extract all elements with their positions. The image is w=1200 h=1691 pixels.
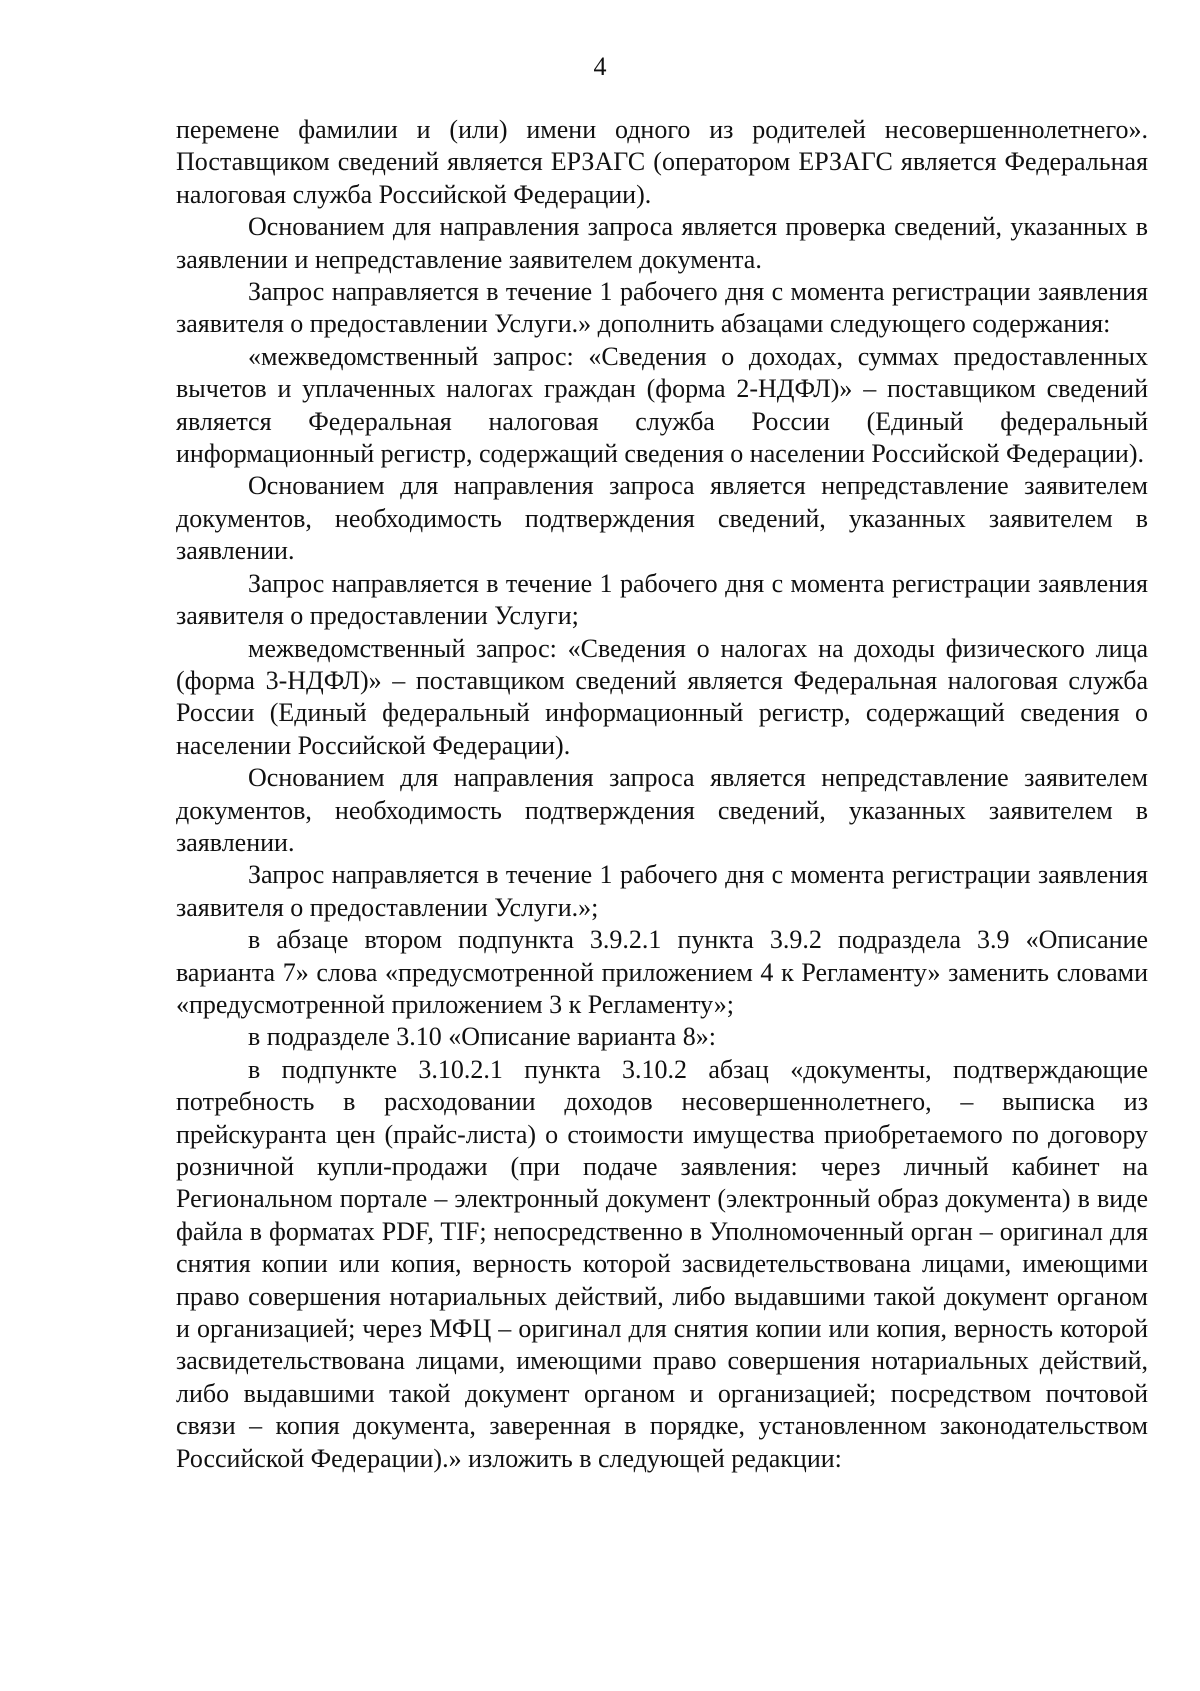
- paragraph-6: Запрос направляется в течение 1 рабочего дня с момента регистрации заявления заявителя о предоставлении Услуги;: [176, 568, 1148, 631]
- paragraph-8: Основанием для направления запроса является непредставление заявителем документов, необходимость подтверждения сведений, указанных заявителем в заявлении.: [176, 763, 1148, 857]
- paragraph-3: Запрос направляется в течение 1 рабочего дня с момента регистрации заявления заявителя о предоставлении Услуги.» дополнить абзацами следующего содержания:: [176, 277, 1148, 339]
- paragraph-2: Основанием для направления запроса является проверка сведений, указанных в заявлении и непредставление заявителем документа.: [176, 212, 1148, 274]
- page-number: 4: [593, 52, 607, 81]
- paragraph-1: перемене фамилии и (или) имени одного из родителей несовершеннолетнего». Поставщиком сведений является ЕРЗАГС (оператором ЕРЗАГС является Федеральная налоговая служба Российской Федерации).: [176, 115, 1148, 209]
- paragraph-11: в подразделе 3.10 «Описание варианта 8»:: [248, 1022, 716, 1052]
- document-body: [176, 114, 1148, 1475]
- paragraph-4: «межведомственный запрос: «Сведения о доходах, суммах предоставленных вычетов и уплаченных налогах граждан (форма 2-НДФЛ)» – поставщиком сведений является Федеральная налоговая служба России (Единый федеральный информационный регистр, содержащий сведения о населении Российской Федерации).: [176, 341, 1148, 469]
- paragraph-10: в абзаце втором подпункта 3.9.2.1 пункта 3.9.2 подраздела 3.9 «Описание варианта 7» слова «предусмотренной приложением 4 к Регламенту» заменить словами «предусмотренной приложением 3 к Регламенту»;: [176, 925, 1148, 1019]
- paragraph-9: Запрос направляется в течение 1 рабочего дня с момента регистрации заявления заявителя о предоставлении Услуги.»;: [176, 860, 1148, 922]
- paragraph-5: Основанием для направления запроса является непредставление заявителем документов, необходимость подтверждения сведений, указанных заявителем в заявлении.: [176, 471, 1148, 566]
- paragraph-12: в подпункте 3.10.2.1 пункта 3.10.2 абзац «документы, подтверждающие потребность в расходовании доходов несовершеннолетнего, – выписка из прейскуранта цен (прайс-листа) о стоимости имущества приобретаемого по договору розничной купли-продажи (при подаче заявления: через личный кабинет на Региональном портале – электронный документ (электронный образ документа) в виде файла в форматах PDF, TIF; непосредственно в Уполномоченный орган – оригинал для снятия копии или копия, верность которой засвидетельствована лицами, имеющими право совершения нотариальных действий, либо выдавшими такой документ органом и организацией; через МФЦ – оригинал для снятия копии или копия, верность которой засвидетельствована лицами, имеющими право совершения нотариальных действий, либо выдавшими такой документ органом и организацией; посредством почтовой связи – копия документа, заверенная в порядке, установленном законодательством Российской Федерации).» изложить в следующей редакции:: [176, 1054, 1148, 1473]
- paragraph-7: межведомственный запрос: «Сведения о налогах на доходы физического лица (форма 3-НДФЛ)» – поставщиком сведений является Федеральная налоговая служба России (Единый федеральный информационный регистр, содержащий сведения о населении Российской Федерации).: [176, 633, 1148, 760]
